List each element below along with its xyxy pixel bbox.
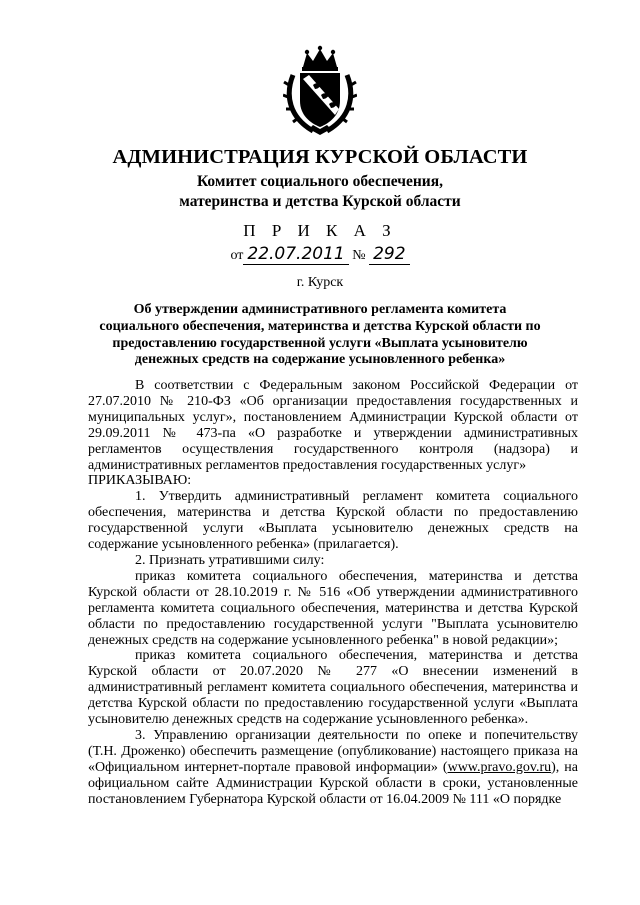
order-subject: Об утверждении административного регламента комитета социального обеспечения, материнства и детства Курской области по предоставлению государственной услуги «Выплата усыновителю денежных средств на содержание усыновленного ребенка»	[99, 302, 541, 368]
committee-line-1: Комитет социального обеспечения,	[196, 173, 444, 190]
preamble-paragraph: В соответствии с Федеральным законом Российской Федерации от 27.07.2010 № 210-ФЗ «Об организации предоставления государственных и муниципальных услуг», постановлением Администрации Курской области от 29.09.2011 № 473-па «О разработке и утверждении административных регламентов осуществления государственного контроля (надзора) и административных регламентов предоставления государственных услуг»	[88, 378, 578, 473]
date-number-line	[0, 244, 640, 264]
item-1-paragraph: 1. Утвердить административный регламент комитета социального обеспечения, материнства и детства Курской области по предоставлению государственной услуги «Выплата усыновителю денежных средств на содержание усыновленного ребенка» (прилагается).	[88, 489, 578, 553]
handwritten-date: 22.07.2011	[243, 244, 348, 265]
date-prefix: от	[230, 248, 244, 263]
item-3-text-end: ), на официальном сайте Администрации Курской области в сроки, установленные постановлением Губернатора Курской области от 16.04.2009 № 111 «О порядке	[88, 759, 579, 807]
item-2-paragraph: 2. Признать утратившими силу:	[135, 552, 325, 568]
document-type-heading: П Р И К А З	[243, 221, 397, 240]
handwritten-number: 292	[369, 244, 409, 265]
coat-of-arms-icon	[283, 45, 357, 137]
city-line: г. Курск	[296, 275, 344, 290]
committee-line-2: материнства и детства Курской области	[179, 193, 461, 210]
item-2b-paragraph: приказ комитета социального обеспечения, материнства и детства Курской области от 20.07.2020 № 277 «О внесении изменений в административный регламент комитета социального обеспечения, материнства и детства Курской области по предоставлению государственной услуги «Выплата усыновителю денежных средств на содержание усыновленного ребенка».	[88, 648, 578, 728]
number-sign: №	[352, 248, 366, 263]
administration-title: АДМИНИСТРАЦИЯ КУРСКОЙ ОБЛАСТИ	[112, 146, 528, 168]
pravo-gov-link[interactable]: www.pravo.gov.ru	[447, 759, 552, 775]
item-3-paragraph	[88, 728, 578, 808]
order-word: ПРИКАЗЫВАЮ:	[88, 473, 192, 489]
item-3-text-start: 3. Управлению организации деятельности по опеке и попечительству (Т.Н. Дроженко) обеспечить размещение (опубликование) настоящего приказа на «Официальном интернет-портале правовой информации» (	[88, 727, 578, 775]
committee-name	[0, 172, 640, 212]
item-2a-paragraph: приказ комитета социального обеспечения, материнства и детства Курской области от 28.10.2019 г. № 516 «Об утверждении административного регламента комитета социального обеспечения, материнства и детства Курской области по предоставлению государственной услуги "Выплата усыновителю денежных средств на содержание усыновленного ребенка" в новой редакции»;	[88, 568, 578, 648]
order-body	[88, 378, 578, 807]
